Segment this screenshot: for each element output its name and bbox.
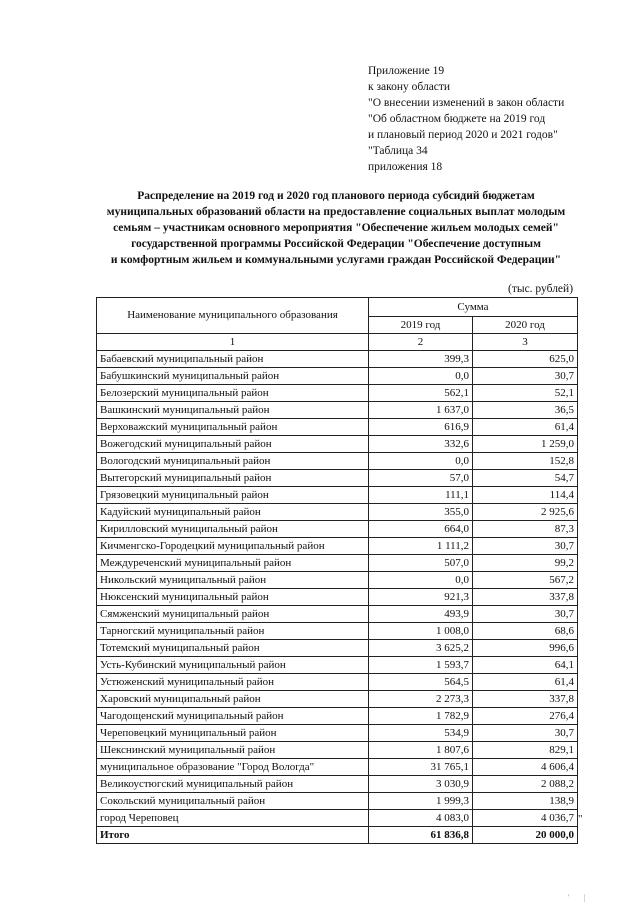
- amount-2020: 138,9: [473, 793, 578, 810]
- table-row: [97, 402, 578, 419]
- municipality-name: Харовский муниципальный район: [97, 691, 369, 708]
- title-line: семьям – участникам основного мероприятия "Обеспечение жильем молодых семей": [113, 222, 559, 234]
- column-number: 3: [473, 334, 578, 351]
- amount-2020: 4 606,4: [473, 759, 578, 776]
- header-sum: Сумма: [369, 298, 578, 317]
- municipality-name: Бабушкинский муниципальный район: [97, 368, 369, 385]
- amount-2020: 52,1: [473, 385, 578, 402]
- table-row: [97, 759, 578, 776]
- title-line: муниципальных образований области на предоставление социальных выплат молодым: [106, 206, 566, 218]
- municipality-name: Вологодский муниципальный район: [97, 453, 369, 470]
- municipality-name: Никольский муниципальный район: [97, 572, 369, 589]
- document-title: [96, 188, 576, 268]
- amount-2020: 54,7: [473, 470, 578, 487]
- amount-2020: 61,4: [473, 419, 578, 436]
- amount-2020: 996,6: [473, 640, 578, 657]
- amount-2020: 30,7: [473, 368, 578, 385]
- table-column-numbers-row: [97, 334, 578, 351]
- title-line: государственной программы Российской Федерации "Обеспечение доступным: [131, 238, 541, 250]
- amount-2020: 4 036,7: [473, 810, 578, 827]
- amount-2019: 332,6: [369, 436, 473, 453]
- amount-2019: 399,3: [369, 351, 473, 368]
- municipality-name: Кичменгско-Городецкий муниципальный район: [97, 538, 369, 555]
- table-row: [97, 436, 578, 453]
- appendix-line: "О внесении изменений в закон области: [368, 97, 565, 109]
- amount-2020: 64,1: [473, 657, 578, 674]
- amount-2019: 1 782,9: [369, 708, 473, 725]
- municipality-name: Сокольский муниципальный район: [97, 793, 369, 810]
- appendix-line: к закону области: [368, 81, 451, 93]
- amount-2020: 87,3: [473, 521, 578, 538]
- municipality-name: Тотемский муниципальный район: [97, 640, 369, 657]
- table-row: [97, 572, 578, 589]
- amount-2019: 1 008,0: [369, 623, 473, 640]
- amount-2019: 2 273,3: [369, 691, 473, 708]
- municipality-name: Великоустюгский муниципальный район: [97, 776, 369, 793]
- total-label: Итого: [97, 827, 369, 844]
- total-2020: 20 000,0: [473, 827, 578, 844]
- units-label: (тыс. рублей): [508, 283, 574, 295]
- municipality-name: Сямженский муниципальный район: [97, 606, 369, 623]
- table-row: [97, 725, 578, 742]
- amount-2019: 493,9: [369, 606, 473, 623]
- header-year-2019: 2019 год: [369, 317, 473, 334]
- municipality-name: Устюженский муниципальный район: [97, 674, 369, 691]
- amount-2020: 99,2: [473, 555, 578, 572]
- municipality-name: Бабаевский муниципальный район: [97, 351, 369, 368]
- appendix-reference: [368, 63, 564, 175]
- amount-2020: 61,4: [473, 674, 578, 691]
- amount-2019: 355,0: [369, 504, 473, 521]
- amount-2020: 829,1: [473, 742, 578, 759]
- table-row: [97, 674, 578, 691]
- amount-2020: 337,8: [473, 589, 578, 606]
- subsidy-table: [96, 297, 578, 844]
- table-row: [97, 419, 578, 436]
- table-header-row: [97, 298, 578, 317]
- table-row: [97, 640, 578, 657]
- amount-2019: 1 111,2: [369, 538, 473, 555]
- municipality-name: муниципальное образование "Город Вологда": [97, 759, 369, 776]
- municipality-name: Кадуйский муниципальный район: [97, 504, 369, 521]
- table-row: [97, 691, 578, 708]
- municipality-name: Верховажский муниципальный район: [97, 419, 369, 436]
- municipality-name: Череповецкий муниципальный район: [97, 725, 369, 742]
- table-row: [97, 351, 578, 368]
- municipality-name: Нюксенский муниципальный район: [97, 589, 369, 606]
- amount-2019: 0,0: [369, 453, 473, 470]
- amount-2020: 114,4: [473, 487, 578, 504]
- total-2019: 61 836,8: [369, 827, 473, 844]
- municipality-name: Чагодощенский муниципальный район: [97, 708, 369, 725]
- amount-2019: 31 765,1: [369, 759, 473, 776]
- municipality-name: Вытегорский муниципальный район: [97, 470, 369, 487]
- amount-2019: 4 083,0: [369, 810, 473, 827]
- amount-2019: 921,3: [369, 589, 473, 606]
- closing-quote: ": [578, 813, 583, 825]
- amount-2020: 625,0: [473, 351, 578, 368]
- appendix-line: Приложение 19: [368, 65, 445, 77]
- amount-2019: 0,0: [369, 572, 473, 589]
- table-row: [97, 793, 578, 810]
- amount-2019: 564,5: [369, 674, 473, 691]
- table-row: [97, 606, 578, 623]
- total-row: [97, 827, 578, 844]
- amount-2019: 616,9: [369, 419, 473, 436]
- table-row: [97, 487, 578, 504]
- municipality-name: город Череповец: [97, 810, 369, 827]
- table-row: [97, 538, 578, 555]
- table-row: [97, 368, 578, 385]
- amount-2020: 30,7: [473, 606, 578, 623]
- appendix-line: "Об областном бюджете на 2019 год: [368, 113, 546, 125]
- header-year-2020: 2020 год: [473, 317, 578, 334]
- table-row: [97, 708, 578, 725]
- municipality-name: Усть-Кубинский муниципальный район: [97, 657, 369, 674]
- title-line: и комфортным жильем и коммунальными услугами граждан Российской Федерации": [110, 254, 562, 266]
- table-row: [97, 742, 578, 759]
- amount-2020: 30,7: [473, 725, 578, 742]
- amount-2020: 276,4: [473, 708, 578, 725]
- amount-2019: 57,0: [369, 470, 473, 487]
- appendix-line: "Таблица 34: [368, 145, 428, 157]
- amount-2019: 3 030,9: [369, 776, 473, 793]
- table-row: [97, 776, 578, 793]
- amount-2019: 1 999,3: [369, 793, 473, 810]
- table-row: [97, 504, 578, 521]
- header-name: Наименование муниципального образования: [97, 298, 369, 334]
- municipality-name: Тарногский муниципальный район: [97, 623, 369, 640]
- column-number: 2: [369, 334, 473, 351]
- table-row: [97, 810, 578, 827]
- municipality-name: Белозерский муниципальный район: [97, 385, 369, 402]
- table-row: [97, 453, 578, 470]
- amount-2019: 1 637,0: [369, 402, 473, 419]
- table-row: [97, 623, 578, 640]
- table-row: [97, 589, 578, 606]
- amount-2020: 567,2: [473, 572, 578, 589]
- municipality-name: Вашкинский муниципальный район: [97, 402, 369, 419]
- title-line: Распределение на 2019 год и 2020 год планового периода субсидий бюджетам: [137, 190, 535, 202]
- municipality-name: Грязовецкий муниципальный район: [97, 487, 369, 504]
- appendix-line: приложения 18: [368, 161, 443, 173]
- amount-2019: 111,1: [369, 487, 473, 504]
- amount-2019: 507,0: [369, 555, 473, 572]
- amount-2020: 30,7: [473, 538, 578, 555]
- amount-2020: 152,8: [473, 453, 578, 470]
- column-number: 1: [97, 334, 369, 351]
- amount-2020: 337,8: [473, 691, 578, 708]
- amount-2019: 562,1: [369, 385, 473, 402]
- table-row: [97, 385, 578, 402]
- amount-2019: 1 807,6: [369, 742, 473, 759]
- municipality-name: Вожегодский муниципальный район: [97, 436, 369, 453]
- amount-2020: 2 925,6: [473, 504, 578, 521]
- municipality-name: Кирилловский муниципальный район: [97, 521, 369, 538]
- amount-2019: 534,9: [369, 725, 473, 742]
- amount-2020: 36,5: [473, 402, 578, 419]
- amount-2020: 1 259,0: [473, 436, 578, 453]
- amount-2019: 0,0: [369, 368, 473, 385]
- amount-2019: 664,0: [369, 521, 473, 538]
- appendix-line: и плановый период 2020 и 2021 годов": [368, 129, 558, 141]
- amount-2020: 2 088,2: [473, 776, 578, 793]
- table-row: [97, 555, 578, 572]
- amount-2019: 3 625,2: [369, 640, 473, 657]
- table-row: [97, 470, 578, 487]
- amount-2020: 68,6: [473, 623, 578, 640]
- scan-marks: ' |: [568, 893, 592, 902]
- table-row: [97, 521, 578, 538]
- table-row: [97, 657, 578, 674]
- amount-2019: 1 593,7: [369, 657, 473, 674]
- municipality-name: Междуреченский муниципальный район: [97, 555, 369, 572]
- municipality-name: Шекснинский муниципальный район: [97, 742, 369, 759]
